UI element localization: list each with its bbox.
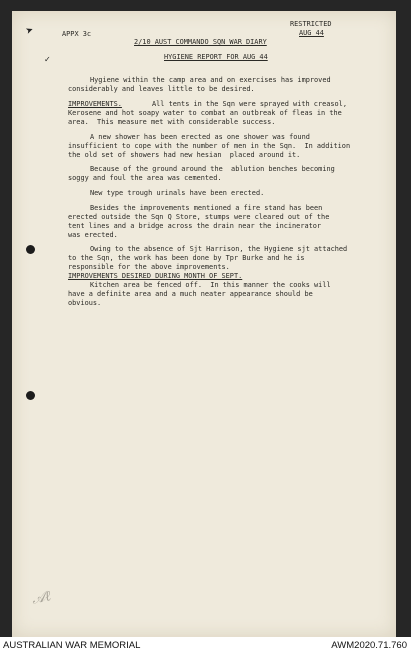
improvements-line-2: Kerosene and hot soapy water to combat an outbreak of fleas in the: [68, 109, 342, 117]
handwritten-initials: 𝒜ℓ: [30, 588, 53, 608]
arrow-mark-icon: ➤: [24, 25, 36, 37]
tick-mark-icon: ✓: [44, 55, 51, 64]
harrison-line-3: responsible for the above improvements.: [68, 263, 230, 271]
archive-footer: [0, 637, 411, 653]
intro-line-1: Hygiene within the camp area and on exercises has improved: [90, 76, 331, 84]
desired-heading: IMPROVEMENTS DESIRED DURING MONTH OF SEPT.: [68, 272, 243, 280]
ablution-line-1: Because of the ground around the ablution benches becoming: [90, 165, 335, 173]
footer-institution: AUSTRALIAN WAR MEMORIAL: [3, 640, 141, 651]
month-code: AUG 44: [299, 29, 324, 37]
ablution-line-2: soggy and foul the area was cemented.: [68, 174, 222, 182]
fire-stand-line-4: was erected.: [68, 231, 118, 239]
improvements-line-3: area. This measure met with considerable success.: [68, 118, 276, 126]
footer-accession: AWM2020.71.760: [331, 640, 407, 651]
shower-line-3: the old set of showers had new hesian placed around it.: [68, 151, 301, 159]
desired-line-3: obvious.: [68, 299, 102, 307]
fire-stand-line-1: Besides the improvements mentioned a fire stand has been: [90, 204, 323, 212]
fire-stand-line-3: tent lines and a bridge across the drain near the incinerator: [68, 222, 322, 230]
harrison-line-2: to the Sqn, the work has been done by Tpr Burke and he is: [68, 254, 305, 262]
restricted-label: RESTRICTED: [290, 20, 332, 28]
improvements-heading: IMPROVEMENTS.: [68, 100, 122, 108]
harrison-line-1: Owing to the absence of Sjt Harrison, the Hygiene sjt attached: [90, 245, 348, 253]
shower-line-1: A new shower has been erected as one shower was found: [90, 133, 310, 141]
desired-line-1: Kitchen area be fenced off. In this manner the cooks will: [90, 281, 331, 289]
appendix-label: APPX 3c: [62, 30, 92, 38]
urinals-line: New type trough urinals have been erected.: [90, 189, 265, 197]
fire-stand-line-2: erected outside the Sqn Q Store, stumps were cleared out of the: [68, 213, 330, 221]
punch-hole-top: [26, 245, 35, 254]
intro-line-2: considerably and leaves little to be desired.: [68, 85, 255, 93]
report-title: HYGIENE REPORT FOR AUG 44: [164, 53, 268, 61]
punch-hole-bottom: [26, 391, 35, 400]
shower-line-2: insufficient to cope with the number of men in the Sqn. In addition: [68, 142, 351, 150]
unit-diary-title: 2/10 AUST COMMANDO SQN WAR DIARY: [134, 38, 267, 46]
improvements-line-1: All tents in the Sqn were sprayed with creasol,: [152, 100, 347, 108]
desired-line-2: have a definite area and a much neater appearance should be: [68, 290, 313, 298]
